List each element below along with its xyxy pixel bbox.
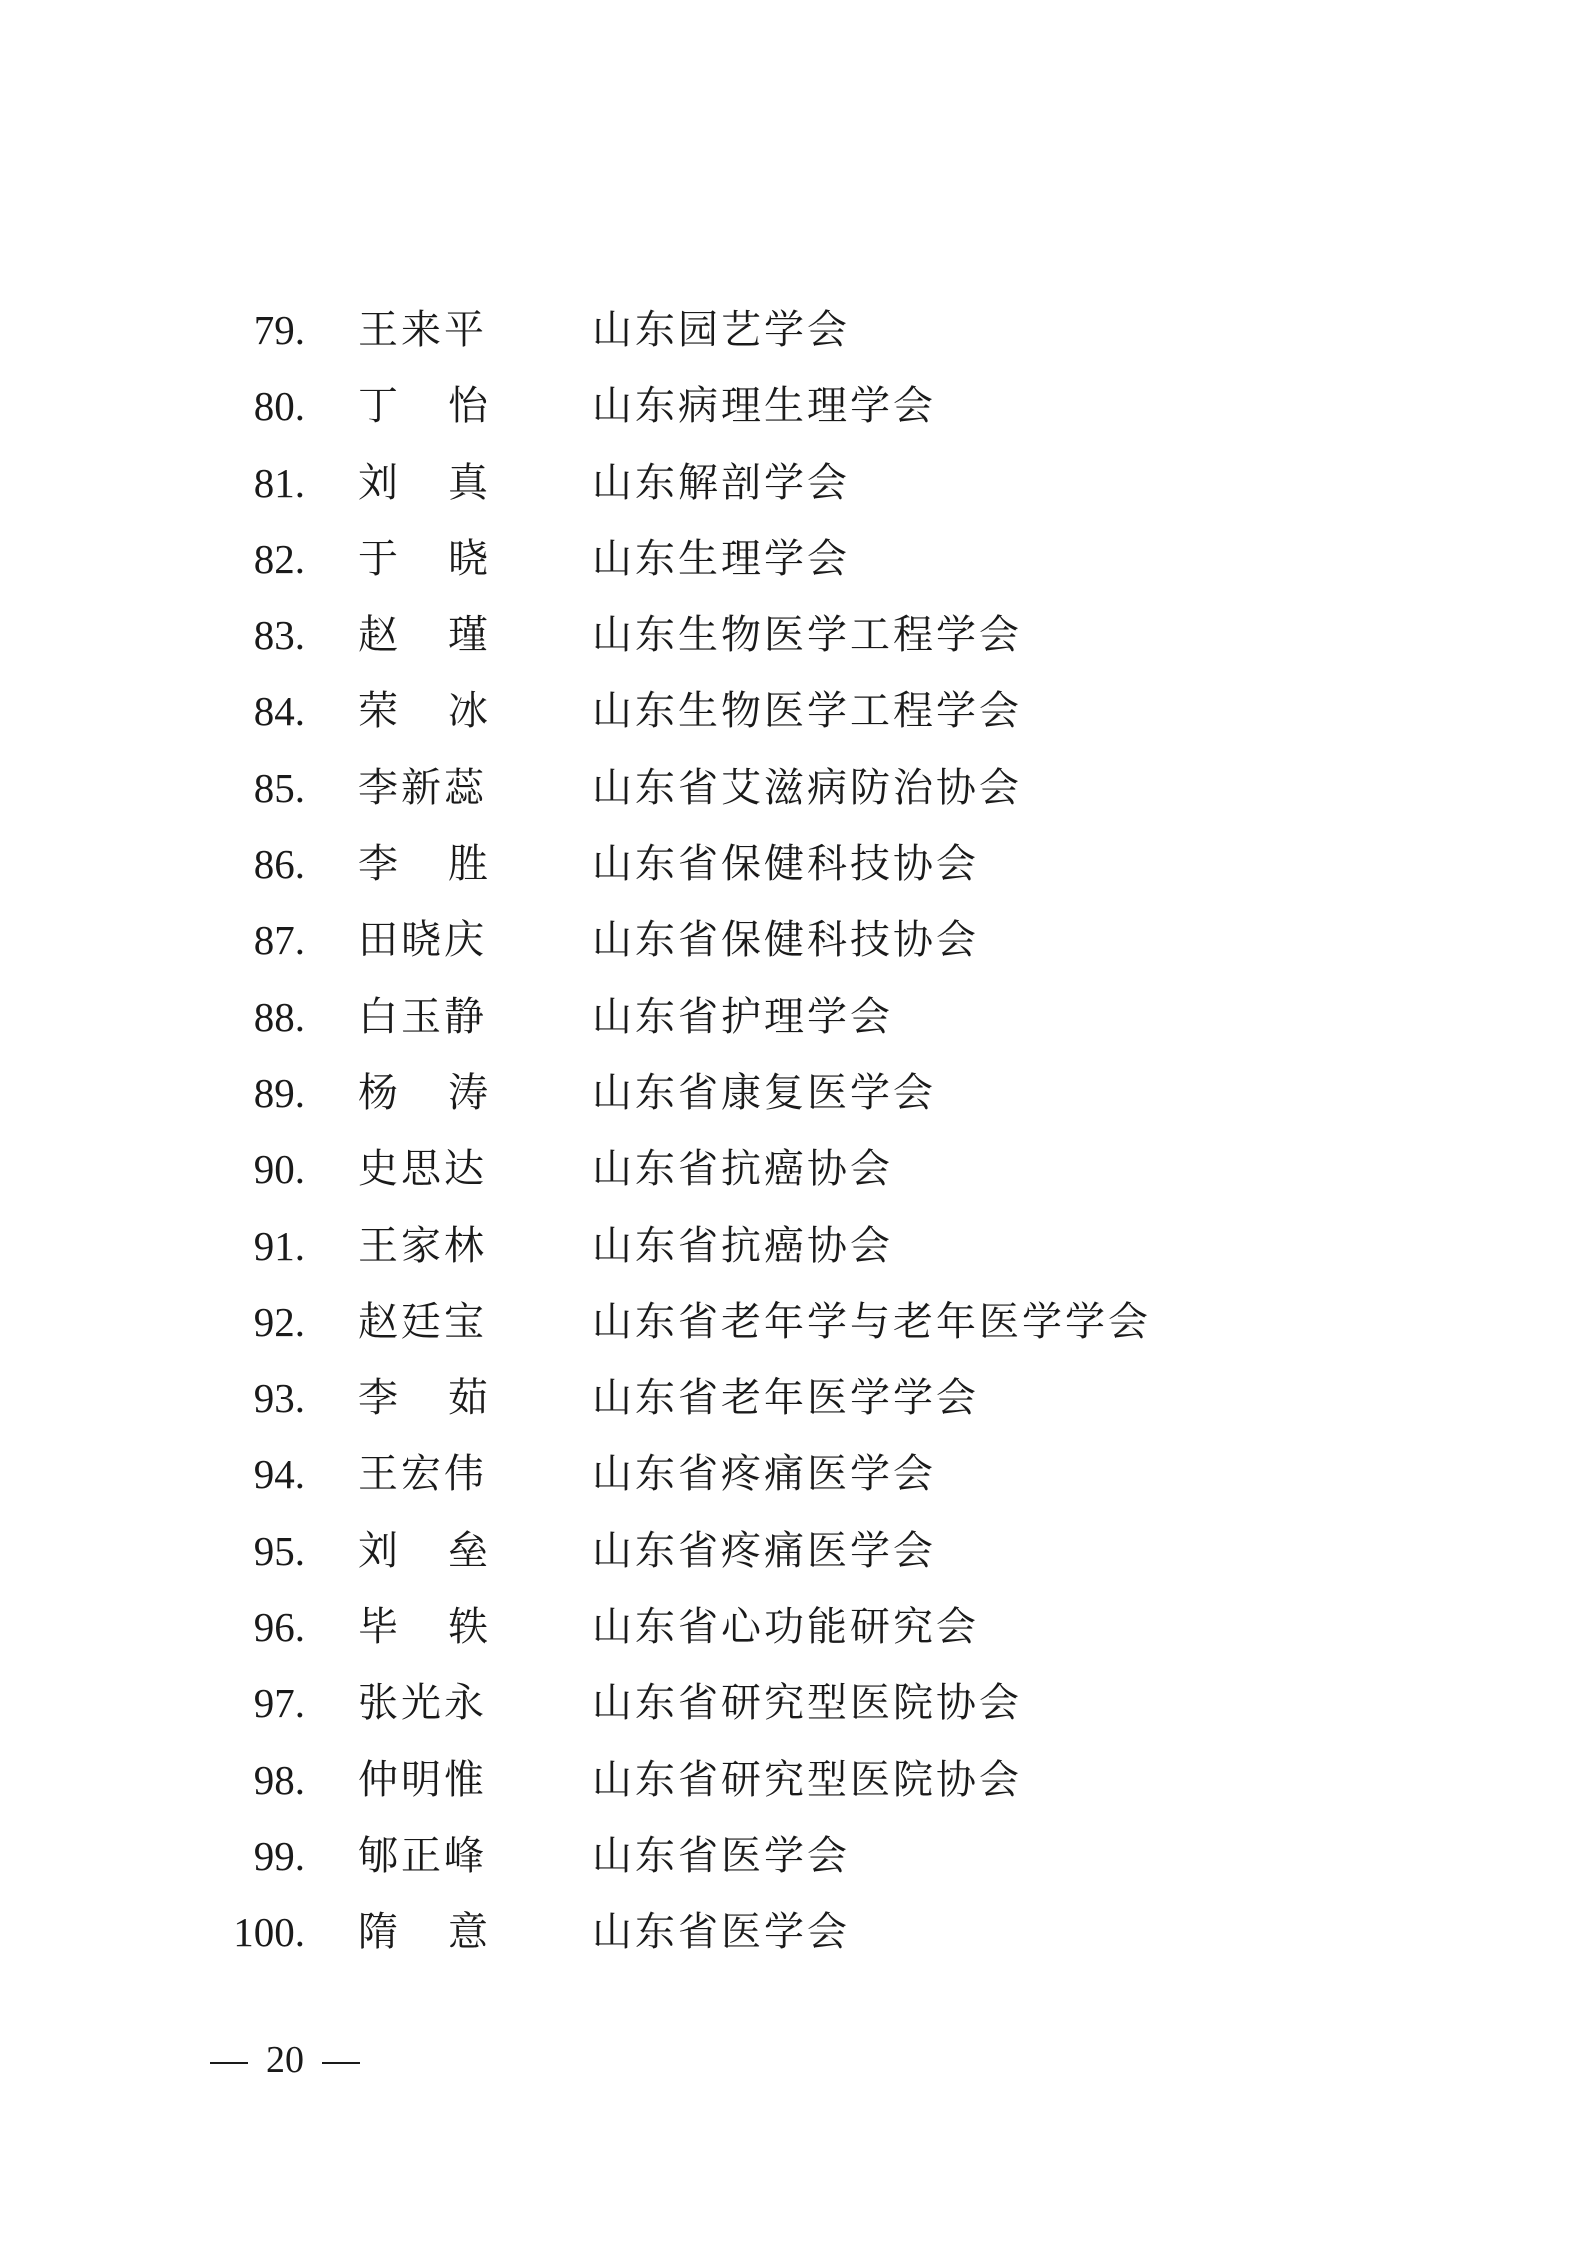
entry-organization: 山东生理学会 [592,535,850,582]
list-item [0,1894,1587,1970]
entry-number: 92. [253,1298,305,1345]
entry-organization: 山东解剖学会 [592,459,850,506]
entry-number: 86. [253,841,305,888]
page-number: 20 [266,2039,304,2081]
entry-name: 荣 冰 [358,688,488,735]
entry-number: 87. [253,917,305,964]
entry-name: 李 胜 [358,841,488,888]
entry-organization: 山东省抗癌协会 [592,1222,893,1269]
entry-name: 隋 意 [358,1909,488,1956]
entry-number: 98. [253,1756,305,1803]
list-item [0,1208,1587,1284]
list-item [0,1436,1587,1512]
entry-organization: 山东省保健科技协会 [592,841,979,888]
list-item [0,1589,1587,1665]
entry-number: 89. [253,1069,305,1116]
footer-dash-left [210,2062,248,2064]
entry-name: 赵 瑾 [358,612,488,659]
entry-number: 96. [253,1604,305,1651]
entry-name: 田晓庆 [358,917,487,964]
list-item [0,673,1587,749]
entry-number: 79. [253,307,305,353]
entry-number: 88. [253,993,305,1040]
entry-name: 白玉静 [358,993,487,1040]
footer-dash-right [322,2062,360,2064]
entry-name: 李 茹 [358,1375,488,1422]
entry-name: 毕 轶 [358,1604,488,1651]
entry-name: 王家林 [358,1222,487,1269]
entry-number: 93. [253,1375,305,1422]
entry-number: 82. [253,535,305,582]
entry-number: 91. [253,1222,305,1269]
list-item [0,1742,1587,1818]
entry-organization: 山东省护理学会 [592,993,893,1040]
entry-name: 王宏伟 [358,1451,487,1498]
entry-number: 99. [253,1832,305,1879]
entry-organization: 山东省心功能研究会 [592,1604,979,1651]
entry-name: 丁 怡 [358,383,488,430]
entry-organization: 山东省疼痛医学会 [592,1527,936,1574]
list-item [0,1055,1587,1131]
entry-organization: 山东省医学会 [592,1909,850,1956]
entry-number: 85. [253,764,305,811]
entry-number: 83. [253,612,305,659]
list-item [0,521,1587,597]
entry-organization: 山东省康复医学会 [592,1069,936,1116]
entry-number: 80. [253,383,305,430]
list-item [0,1818,1587,1894]
entry-organization: 山东省研究型医院协会 [592,1756,1022,1803]
entry-number: 97. [253,1680,305,1727]
entry-number: 84. [253,688,305,735]
entry-organization: 山东病理生理学会 [592,383,936,430]
entry-name: 赵廷宝 [358,1298,487,1345]
entry-number: 95. [253,1527,305,1574]
entry-name: 杨 涛 [358,1069,488,1116]
list-item [0,1513,1587,1589]
entry-number: 100. [233,1909,305,1956]
entry-number: 81. [253,459,305,506]
entry-organization: 山东生物医学工程学会 [592,688,1022,735]
list-item [0,1665,1587,1741]
entry-organization: 山东省老年医学学会 [592,1375,979,1422]
entry-organization: 山东生物医学工程学会 [592,612,1022,659]
list-item [0,750,1587,826]
entry-name: 张光永 [358,1680,487,1727]
entry-name: 于 晓 [358,535,488,582]
entry-name: 史思达 [358,1146,487,1193]
entry-organization: 山东省疼痛医学会 [592,1451,936,1498]
list-item [0,445,1587,521]
entry-name: 郇正峰 [358,1832,487,1879]
entry-name: 仲明惟 [358,1756,487,1803]
page-footer [210,2035,360,2085]
list-item [0,979,1587,1055]
entry-organization: 山东省保健科技协会 [592,917,979,964]
entry-organization: 山东省医学会 [592,1832,850,1879]
entry-number: 90. [253,1146,305,1193]
list-item [0,902,1587,978]
entry-organization: 山东园艺学会 [592,307,850,353]
entry-organization: 山东省艾滋病防治协会 [592,764,1022,811]
entry-organization: 山东省研究型医院协会 [592,1680,1022,1727]
list-item [0,1360,1587,1436]
list-item [0,597,1587,673]
list-item [0,1284,1587,1360]
list-item [0,368,1587,444]
entry-name: 王来平 [358,307,487,353]
name-list [0,292,1587,1971]
entry-number: 94. [253,1451,305,1498]
entry-name: 刘 真 [358,459,488,506]
list-item [0,826,1587,902]
entry-organization: 山东省老年学与老年医学学会 [592,1298,1151,1345]
list-item [0,292,1587,368]
entry-name: 刘 垒 [358,1527,488,1574]
entry-organization: 山东省抗癌协会 [592,1146,893,1193]
entry-name: 李新蕊 [358,764,487,811]
list-item [0,1131,1587,1207]
